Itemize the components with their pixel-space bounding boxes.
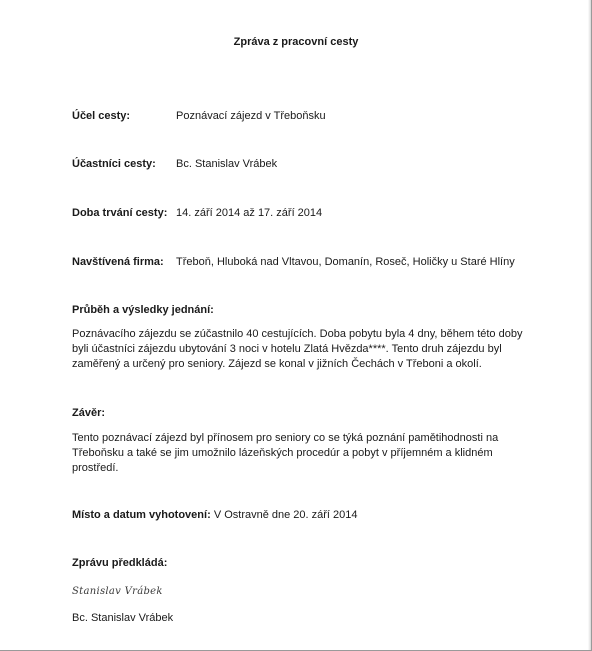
field-duration-value: 14. září 2014 až 17. září 2014 (176, 207, 323, 219)
field-participants-label: Účastníci cesty: (72, 158, 156, 170)
progress-text: Poznávacího zájezdu se zúčastnilo 40 cestujících. Doba pobytu byla 4 dny, během této doby byli účastníci zájezdu ubytování 3 noci v hotelu Zlatá Hvězda****. Tento druh zájezdu byl zaměřený a určený pro seniory. Zájezd se konal v jižních Čechách v Třeboni a okolí. (72, 328, 523, 370)
page-edge-shadow (588, 0, 591, 650)
handwritten-signature: Stanislav Vrábek (72, 586, 163, 597)
field-purpose (72, 110, 326, 122)
field-visited-company (72, 256, 515, 268)
submitted-by-heading: Zprávu předkládá: (72, 557, 168, 569)
signer-name: Bc. Stanislav Vrábek (72, 612, 174, 624)
conclusion-heading: Závěr: (72, 407, 106, 419)
field-participants (72, 158, 278, 170)
place-date (72, 509, 358, 521)
field-duration (72, 207, 323, 219)
document-title: Zpráva z pracovní cesty (233, 36, 359, 48)
field-visited-company-value: Třeboň, Hluboká nad Vltavou, Domanín, Roseč, Holičky u Staré Hlíny (176, 256, 515, 268)
conclusion-text: Tento poznávací zájezd byl přínosem pro seniory co se týká poznání pamětihodnosti na Třeboňsku a také se jim umožnilo lázeňských procedúr a pobyt v příjemném a klidném prostředí. (72, 432, 499, 474)
field-purpose-value: Poznávací zájezd v Třeboňsku (176, 110, 326, 122)
place-date-value: V Ostravně dne 20. září 2014 (213, 509, 358, 521)
progress-heading: Průběh a výsledky jednání: (72, 304, 214, 316)
place-date-label: Místo a datum vyhotovení: (72, 509, 211, 521)
field-visited-company-label: Navštívená firma: (72, 256, 164, 268)
field-duration-label: Doba trvání cesty: (72, 207, 168, 219)
field-participants-value: Bc. Stanislav Vrábek (176, 158, 278, 170)
field-purpose-label: Účel cesty: (72, 110, 131, 122)
